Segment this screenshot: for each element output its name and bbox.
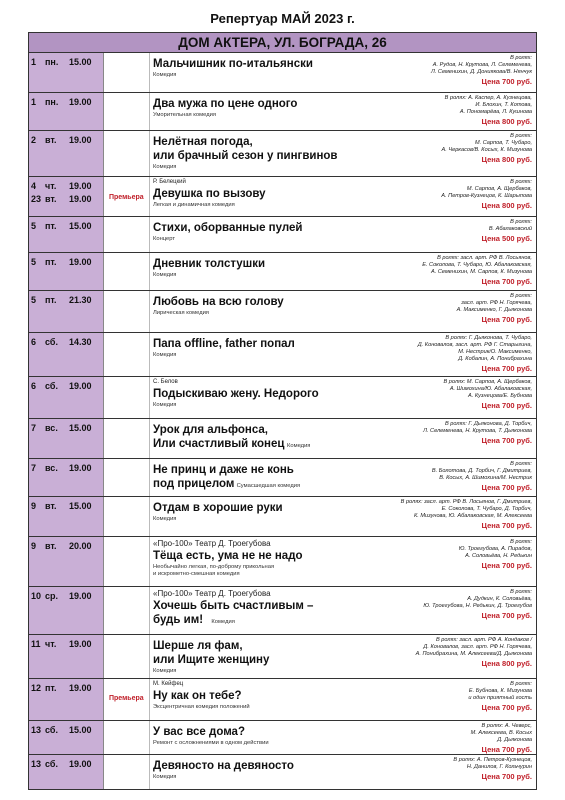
cast-line: В ролях: [510,55,532,61]
show-day: 11 [31,639,41,649]
cast-line: В ролях: [510,133,532,139]
show-row [29,377,536,419]
show-genre: Сумасшедшая комедия [236,483,301,489]
show-time: 19.00 [69,639,92,649]
show-title: У вас все дома? [153,726,245,738]
cast-line: А. Максименко, Г. Дьяконова [456,307,532,313]
cast-line: И. Блохин, Т. Котова, [475,102,532,108]
show-cast [416,637,532,658]
cast-line: М. Нестрик/О. Максименко, [458,349,532,355]
show-datetime [31,501,92,511]
show-time: 14.30 [69,337,92,347]
show-day: 2 [31,135,37,145]
ticket-price: Цена 700 руб. [481,436,532,445]
show-datetime [31,423,92,433]
show-title: Хочешь быть счастливым – [153,600,314,612]
cast-line: В ролях: [510,681,532,687]
cast-line: Е. Соколова, Т. Чубаро, Д. Торбич, [441,506,532,512]
show-time: 19.00 [69,591,92,601]
show-cast [471,723,532,744]
show-author: С. Белов [153,379,178,385]
show-datetime [31,683,92,693]
show-row [29,497,536,537]
ticket-price: Цена 700 руб. [481,401,532,410]
show-datetime [31,541,92,551]
show-genre: Комедия [153,774,177,780]
cast-line: М. Алексеева, В. Косых [470,730,532,736]
show-title: Ну как он тебе? [153,690,242,702]
show-row [29,131,536,177]
show-title: Нелётная погода, [153,136,253,148]
show-genre: Комедия [153,402,177,408]
cast-line: А. Семенихин, М. Сарпов, К. Мизунова [431,269,532,275]
show-weekday: вт. [45,541,57,551]
show-day: 1 [31,57,37,67]
cast-line: В ролях: [510,293,532,299]
show-title: или брачный сезон у пингвинов [153,150,338,162]
show-genre: Ремонт с осложнениями в одном действии [153,740,269,746]
cast-line: М. Сарпов, А. Щербаков, [466,186,532,192]
cast-line: А. Шимохина/Ю. Абалаковская, [449,386,532,392]
show-day: 7 [31,463,37,473]
show-title: Дневник толстушки [153,258,266,270]
show-time: 19.00 [69,683,92,693]
show-weekday: вт. [45,135,57,145]
cast-line: засл. арт. РФ Н. Горячева, [461,300,532,306]
ticket-price: Цена 700 руб. [481,611,532,620]
show-cast [418,335,532,363]
show-cast [459,539,532,560]
cast-line: Л. Семенихин, Д. Дониякова/В. Нянчук [430,69,532,75]
show-time: 15.00 [69,501,92,511]
show-day: 7 [31,423,37,433]
show-weekday: сб. [45,381,58,391]
ticket-price: Цена 700 руб. [481,277,532,286]
show-time: 19.00 [69,194,92,204]
show-datetime [31,181,92,191]
ticket-price: Цена 500 руб. [481,234,532,243]
show-genre: Комедия [153,516,177,522]
cast-line: А. Петров-Кузнецов, К. Шарыпова [441,193,532,199]
show-genre: Эксцентричная комедия положений [153,704,250,710]
show-title: Урок для альфонса, [153,424,269,436]
cast-line: В ролях: засл. арт. РФ В. Лосьянов, [437,255,532,261]
show-cast [445,95,532,116]
show-datetime [31,57,92,67]
show-title: Девяносто на девяносто [153,760,294,772]
cast-line: А. Дудкин, К. Соловьёва, [467,596,532,602]
show-row [29,333,536,377]
show-weekday: сб. [45,725,58,735]
show-weekday: сб. [45,337,58,347]
show-row [29,177,536,217]
show-row [29,419,536,459]
show-weekday: пн. [45,57,59,67]
show-title: Отдам в хорошие руки [153,502,283,514]
show-day: 5 [31,257,37,267]
cast-line: В ролях: А. Петров-Кузнецов, [453,757,532,763]
cast-line: В ролях: [510,179,532,185]
show-day: 1 [31,97,37,107]
show-weekday: вс. [45,423,58,433]
show-title: будь им! [153,614,204,626]
show-datetime [31,135,92,145]
show-cast [431,55,532,76]
cast-line: В ролях: Г. Дьяконова, Д. Торбич, [444,421,532,427]
show-weekday: пт. [45,257,57,267]
show-author: М. Кейфец [153,681,184,687]
ticket-price: Цена 800 руб. [481,155,532,164]
show-cast [457,293,532,314]
page-title: Репертуар МАЙ 2023 г. [210,11,355,26]
show-genre: Легкая и динамичная комедия [153,202,235,208]
show-genre: Комедия [153,352,177,358]
show-time: 15.00 [69,423,92,433]
show-cast [441,133,532,154]
show-day: 4 [31,181,37,191]
show-day: 12 [31,683,42,693]
cast-line: В ролях: [510,461,532,467]
show-row [29,721,536,755]
cast-line: и один приятный гость [468,695,532,701]
show-datetime [31,463,92,473]
show-cast [432,461,532,482]
venue-header: ДОМ АКТЕРА, УЛ. БОГРАДА, 26 [29,33,536,53]
show-datetime [31,381,92,391]
show-author: «Про-100» Театр Д. Троегубова [153,539,271,548]
show-datetime [31,759,92,769]
show-title: Мальчишник по-итальянски [153,58,313,70]
cast-line: М. Сарпов, Т. Чубаро, [474,140,532,146]
cast-line: В ролях: А. Чеверс, [481,723,532,729]
show-time: 15.00 [69,725,92,735]
show-weekday: чт. [45,181,57,191]
cast-line: В ролях: А. Каспер, А. Кузнецова, [444,95,532,101]
show-cast [423,421,532,435]
show-time: 20.00 [69,541,92,551]
show-author: Р. Белецкий [153,179,186,185]
show-cast [468,681,532,702]
show-author: «Про-100» Театр Д. Троегубова [153,589,271,598]
show-day: 23 [31,194,42,204]
show-cast [441,179,532,200]
show-datetime [31,221,92,231]
show-datetime [31,97,92,107]
show-genre: Необычайно легкая, по-доброму прикольная и искрометно-смешная комедия [153,564,275,577]
show-time: 19.00 [69,257,92,267]
show-genre: Комедия [153,72,177,78]
show-day: 10 [31,591,42,601]
cast-line: Л. Селеменева, Н. Крутова, Т. Дьяконова [423,428,532,434]
show-weekday: пт. [45,683,57,693]
show-title: Не принц и даже не конь [153,464,294,476]
show-genre: Комедия [153,272,177,278]
show-cast [423,589,532,610]
show-datetime [31,337,92,347]
ticket-price: Цена 700 руб. [481,315,532,324]
show-cast [489,219,532,233]
show-day: 6 [31,381,37,391]
ticket-price: Цена 700 руб. [481,772,532,781]
show-row [29,217,536,253]
show-datetime [31,639,92,649]
show-row [29,537,536,587]
show-title: Или счастливый конец [153,438,285,450]
show-title: Любовь на всю голову [153,296,284,308]
cast-line: А. Понибрахина, М. Алексеева/Д. Дьяконова [415,651,532,657]
show-weekday: сб. [45,759,58,769]
show-cast [453,757,532,771]
show-title: Шерше ля фам, [153,640,243,652]
show-weekday: вт. [45,501,57,511]
show-day: 9 [31,501,37,511]
cast-line: Е. Бубнова, К. Мизунова [468,688,532,694]
cast-line: Е. Соколова, Т. Чубаро, Ю. Абалаковская, [422,262,532,268]
premiere-badge: Премьера [109,194,144,201]
cast-line: А. Кузнецова/Е. Бубнова [468,393,532,399]
show-datetime [31,194,92,204]
show-row [29,253,536,291]
show-row [29,53,536,93]
cast-line: А. Пономарёва, Л. Кушнова [459,109,532,115]
show-time: 19.00 [69,381,92,391]
show-genre: Комедия [211,619,235,625]
show-day: 5 [31,221,37,231]
show-day: 6 [31,337,37,347]
show-row [29,755,536,789]
cast-line: В ролях: Г. Дьяконова, Т. Чубаро, [445,335,532,341]
show-datetime [31,591,92,601]
cast-line: Д. Коновалов, засл. арт. РФ Н. Горячева, [423,644,532,650]
show-title: Два мужа по цене одного [153,98,298,110]
show-title: Девушка по вызову [153,188,266,200]
cast-line: В ролях: [510,219,532,225]
show-title: под прицелом [153,478,235,490]
show-title: Тёща есть, ума не не надо [153,550,303,562]
repertoire-sheet [28,32,537,790]
show-row [29,587,536,635]
ticket-price: Цена 700 руб. [481,364,532,373]
ticket-price: Цена 700 руб. [481,483,532,492]
cast-line: Ю. Троегубова, Н. Редькин, Д. Троегубов [423,603,532,609]
cast-line: В ролях: засл. арт. РФ В. Лосьянов, Г. Дмитриев, [400,499,532,505]
show-genre: Концерт [153,236,176,242]
show-genre: Комедия [153,164,177,170]
cast-line: К. Мизунова, Ю. Абалаковская, М. Алексеева [413,513,532,519]
show-day: 13 [31,759,42,769]
show-time: 15.00 [69,221,92,231]
ticket-price: Цена 800 руб. [481,117,532,126]
cast-line: В ролях: М. Сарпов, А. Щербаков, [443,379,532,385]
show-datetime [31,725,92,735]
show-time: 15.00 [69,57,92,67]
cast-line: В. Болотова, Д. Торбич, Г. Дмитриев, [431,468,532,474]
cast-line: Н. Данилов, Г. Кольчурин [466,764,532,770]
show-weekday: пт. [45,295,57,305]
cast-line: А. Соловьёва, Н. Редькин [465,553,532,559]
premiere-badge: Премьера [109,695,144,702]
ticket-price: Цена 700 руб. [481,77,532,86]
show-cast [401,499,532,520]
ticket-price: Цена 700 руб. [481,561,532,570]
cast-line: В. Косых, А. Шимохина/М. Нестрик [439,475,532,481]
show-genre: Комедия [153,668,177,674]
show-time: 19.00 [69,181,92,191]
cast-line: Д. Кобалин, А. Понибрахина [458,356,532,362]
show-title: Стихи, оборванные пулей [153,222,303,234]
show-time: 21.30 [69,295,92,305]
show-time: 19.00 [69,135,92,145]
show-genre: Уморительная комедия [153,112,216,118]
show-row [29,635,536,679]
cast-line: А. Черкасов/В. Косых, К. Мизунова [441,147,532,153]
show-genre: Лирическая комедия [153,310,209,316]
show-weekday: вт. [45,194,57,204]
show-row [29,679,536,721]
ticket-price: Цена 700 руб. [481,521,532,530]
show-weekday: чт. [45,639,57,649]
cast-line: В ролях: засл. арт. РФ А. Кондаков / [435,637,532,643]
show-day: 9 [31,541,37,551]
show-genre: Комедия [287,443,311,449]
show-cast [422,255,532,276]
show-row [29,459,536,497]
show-time: 19.00 [69,759,92,769]
show-cast [443,379,532,400]
ticket-price: Цена 700 руб. [481,745,532,754]
cast-line: В ролях: [510,539,532,545]
cast-line: Ю. Троегубова, А. Пирадов, [458,546,532,552]
show-datetime [31,257,92,267]
cast-line: Д. Дьяконова [497,737,532,743]
show-row [29,291,536,333]
cast-line: Д. Коновалов, засл. арт. РФ Г. Старыгина, [417,342,532,348]
show-time: 19.00 [69,97,92,107]
show-weekday: пн. [45,97,59,107]
show-weekday: вс. [45,463,58,473]
cast-line: А. Рудов, Н. Крутова, Л. Селеменева, [432,62,532,68]
show-title: Подыскиваю жену. Недорого [153,388,319,400]
show-row [29,93,536,131]
show-day: 5 [31,295,37,305]
cast-line: В. Абалаковский [488,226,532,232]
ticket-price: Цена 800 руб. [481,659,532,668]
ticket-price: Цена 700 руб. [481,703,532,712]
show-datetime [31,295,92,305]
show-title: Папа offline, father попал [153,338,295,350]
show-weekday: пт. [45,221,57,231]
ticket-price: Цена 800 руб. [481,201,532,210]
cast-line: В ролях: [510,589,532,595]
show-time: 19.00 [69,463,92,473]
show-weekday: ср. [45,591,59,601]
show-title: или Ищите женщину [153,654,270,666]
show-day: 13 [31,725,42,735]
